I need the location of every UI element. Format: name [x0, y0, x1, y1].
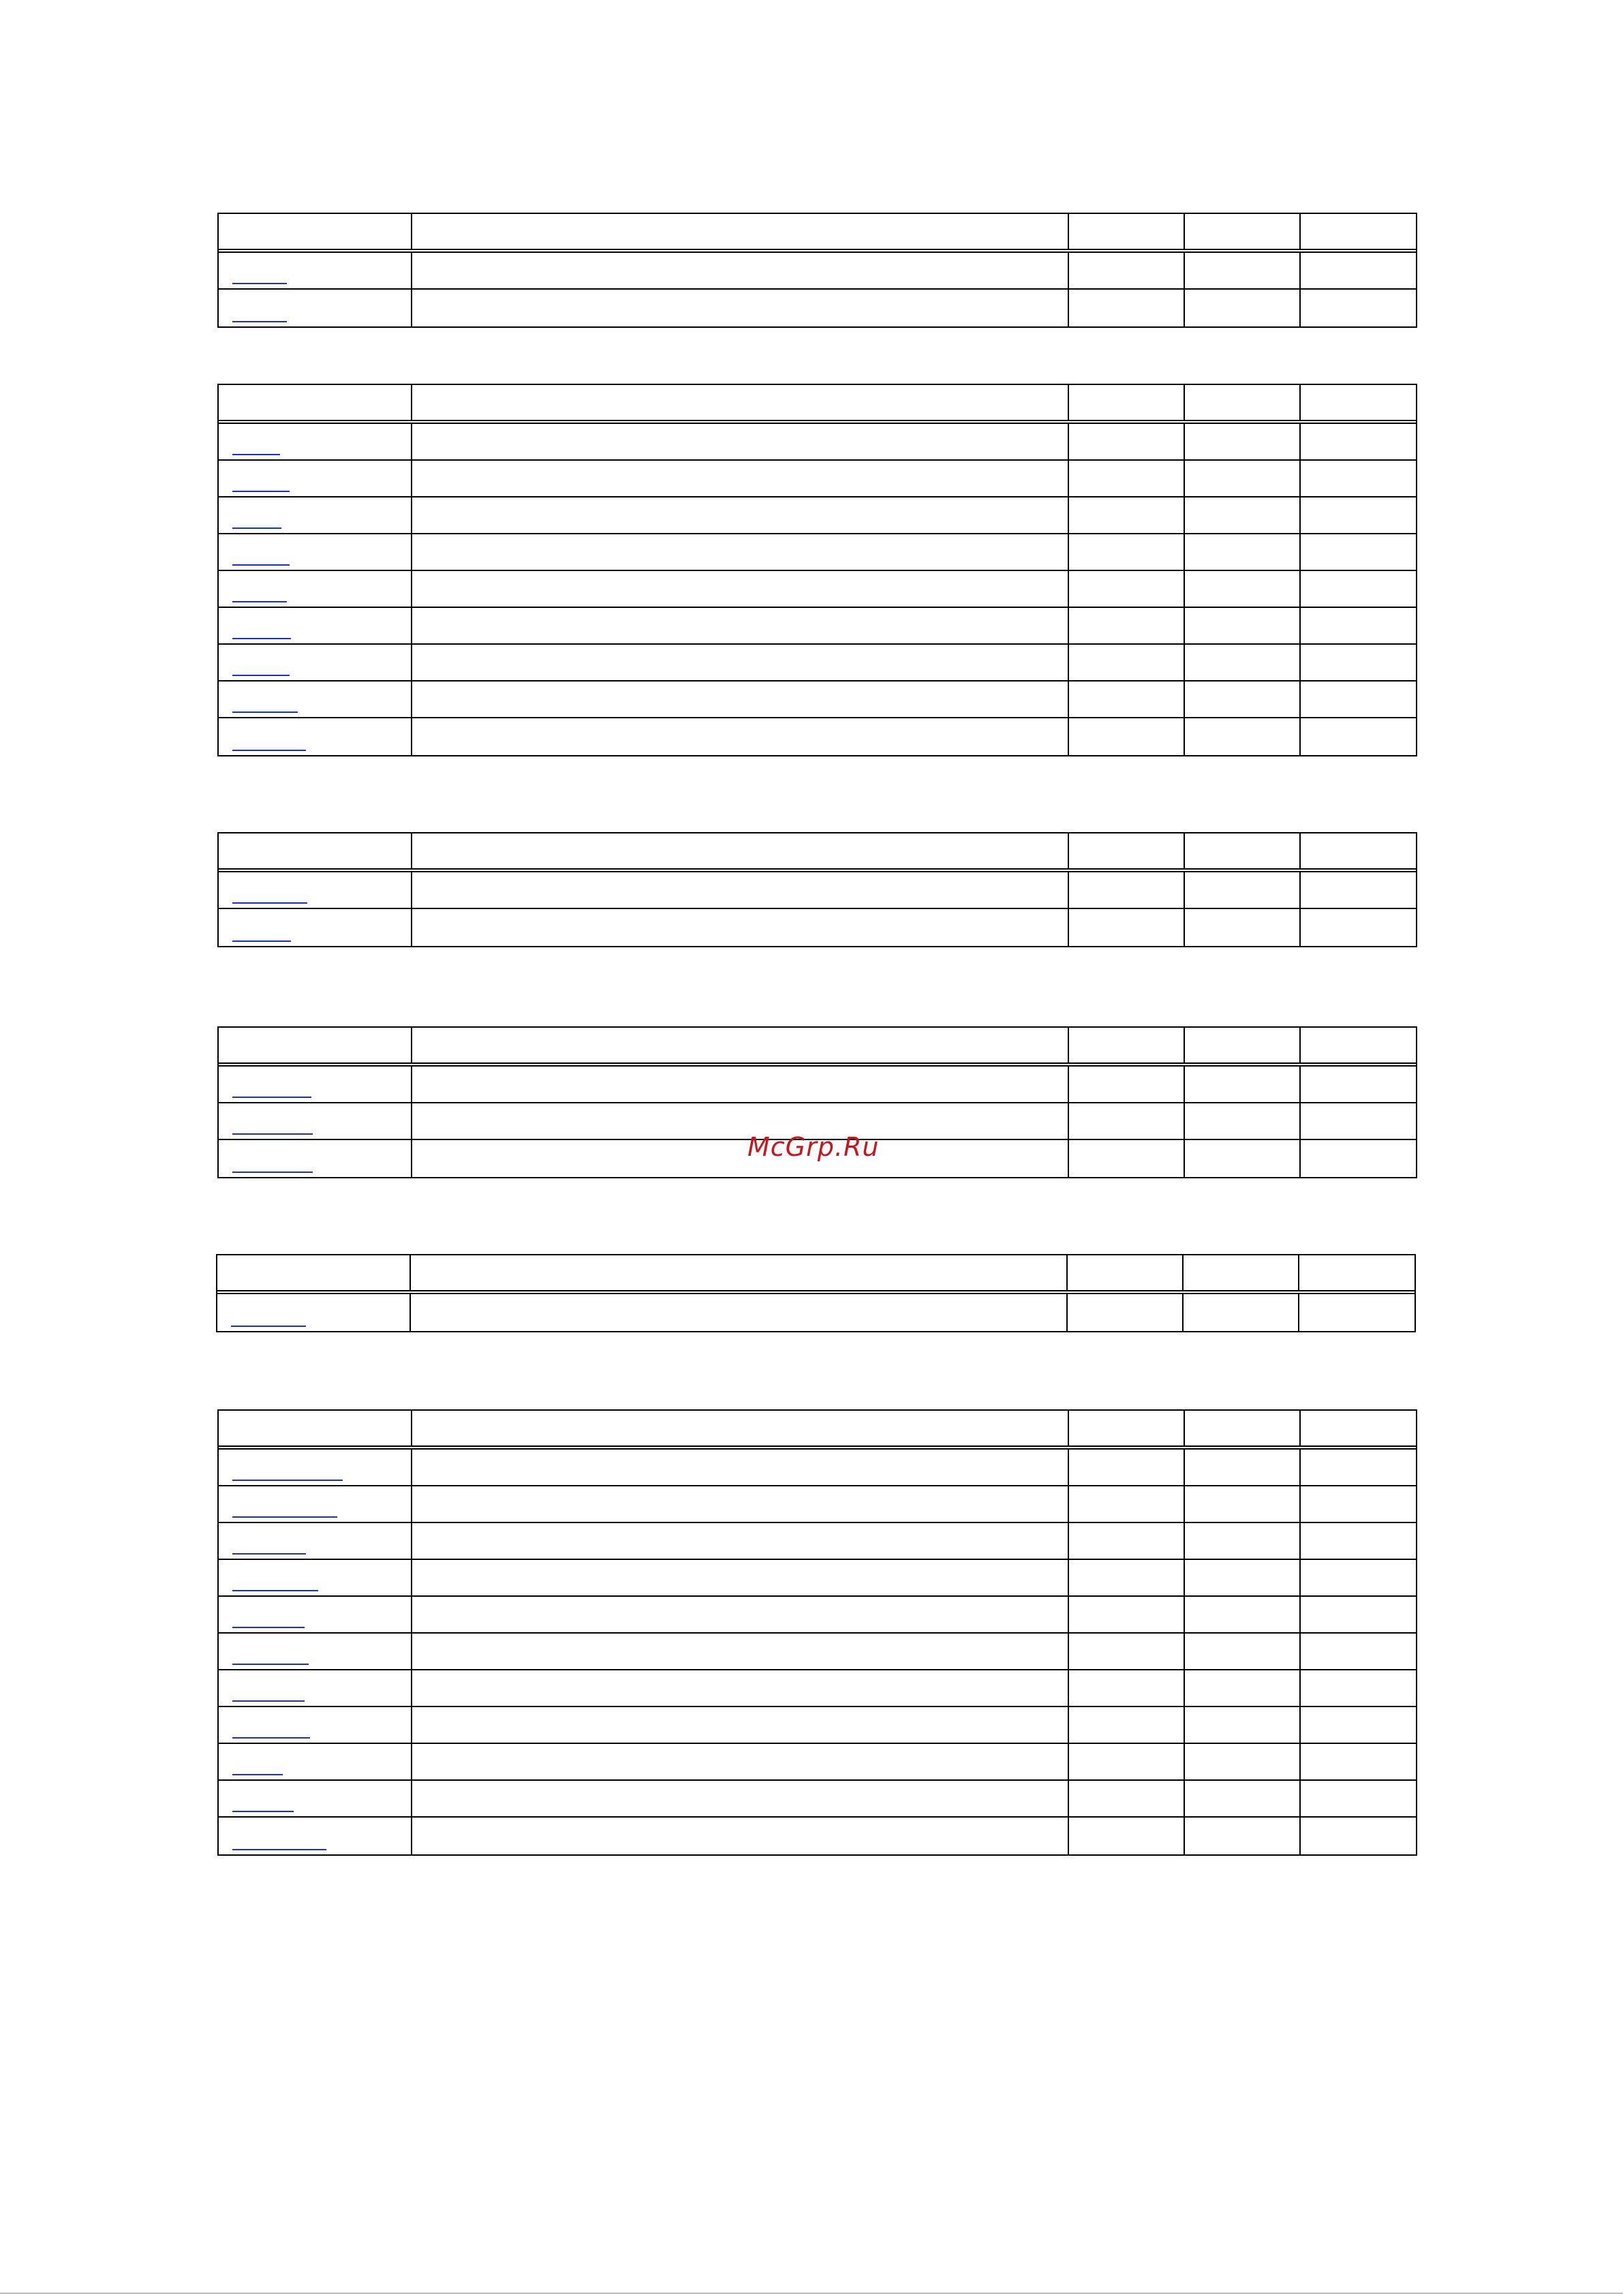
row-link[interactable] [232, 454, 280, 455]
row-link[interactable] [232, 1774, 283, 1775]
table-cell [1069, 571, 1185, 607]
table-cell [1069, 1560, 1185, 1595]
row-link[interactable] [232, 321, 287, 322]
row-link[interactable] [232, 1172, 313, 1173]
link-cell [219, 571, 412, 607]
table-row [219, 682, 1416, 718]
table-row [219, 290, 1416, 326]
row-link[interactable] [232, 638, 291, 639]
table-cell [1069, 645, 1185, 680]
table-cell [1301, 253, 1416, 288]
table-cell [1301, 1707, 1416, 1743]
table-header-row [219, 833, 1416, 872]
table-cell [1185, 571, 1301, 607]
table-cell [411, 1294, 1068, 1331]
table-cell [1301, 872, 1416, 908]
table-cell [1069, 1744, 1185, 1779]
table-cell [1069, 290, 1185, 326]
table-1 [217, 213, 1417, 328]
table-cell [412, 718, 1069, 755]
table-row [219, 872, 1416, 909]
table-cell [1301, 1818, 1416, 1854]
table-cell [1069, 424, 1185, 459]
link-cell [219, 909, 412, 946]
table-cell [1185, 461, 1301, 496]
row-link[interactable] [232, 1097, 311, 1098]
row-link[interactable] [232, 564, 290, 566]
table-row [219, 1781, 1416, 1818]
table-row [219, 1450, 1416, 1486]
table-cell [1185, 1781, 1301, 1816]
header-cell [1185, 1411, 1301, 1445]
table-cell [1185, 253, 1301, 288]
table-cell [412, 1140, 1069, 1177]
table-cell [412, 1103, 1069, 1139]
table-cell [1301, 1067, 1416, 1102]
table-cell [1301, 1486, 1416, 1522]
table-cell [1185, 1486, 1301, 1522]
header-cell [412, 214, 1069, 249]
table-row [219, 909, 1416, 946]
header-cell [217, 1255, 411, 1290]
table-row [219, 461, 1416, 498]
table-cell [412, 909, 1069, 946]
table-row [219, 1560, 1416, 1597]
table-cell [1185, 1560, 1301, 1595]
header-cell [1301, 833, 1416, 868]
table-cell [1069, 909, 1185, 946]
table-cell [412, 682, 1069, 717]
table-cell [412, 290, 1069, 326]
link-cell [219, 872, 412, 908]
table-5 [216, 1254, 1416, 1332]
header-cell [1069, 214, 1185, 249]
row-link[interactable] [232, 1553, 306, 1555]
table-row [219, 1634, 1416, 1670]
header-cell [1185, 214, 1301, 249]
table-row [219, 534, 1416, 571]
table-cell [1301, 1597, 1416, 1632]
header-cell [1185, 833, 1301, 868]
table-cell [412, 608, 1069, 643]
row-link[interactable] [232, 940, 291, 942]
header-cell [1301, 1411, 1416, 1445]
header-cell [1299, 1255, 1415, 1290]
table-cell [1301, 1670, 1416, 1706]
table-cell [412, 1781, 1069, 1816]
table-cell [1185, 682, 1301, 717]
table-row [217, 1294, 1415, 1331]
header-cell [1184, 1255, 1299, 1290]
table-header-row [219, 385, 1416, 424]
link-cell [219, 461, 412, 496]
table-cell [1301, 1781, 1416, 1816]
header-cell [411, 1255, 1068, 1290]
table-row [219, 1067, 1416, 1103]
link-cell [219, 290, 412, 326]
row-link[interactable] [232, 711, 298, 713]
table-cell [1068, 1294, 1184, 1331]
link-cell [219, 645, 412, 680]
table-row [219, 253, 1416, 290]
table-cell [412, 1560, 1069, 1595]
table-cell [1185, 1067, 1301, 1102]
table-row [219, 1744, 1416, 1781]
table-cell [1185, 1634, 1301, 1669]
table-cell [1069, 608, 1185, 643]
table-cell [412, 1067, 1069, 1102]
table-cell [1069, 1103, 1185, 1139]
link-cell [219, 1560, 412, 1595]
link-cell [219, 1486, 412, 1522]
header-cell [1069, 833, 1185, 868]
table-cell [1301, 608, 1416, 643]
table-row [219, 1818, 1416, 1854]
row-link[interactable] [232, 527, 281, 529]
row-link[interactable] [232, 1664, 309, 1665]
link-cell [219, 1634, 412, 1669]
watermark-text: McGrp.Ru [747, 1132, 880, 1162]
link-cell [219, 424, 412, 459]
header-cell [412, 833, 1069, 868]
table-cell [1069, 1670, 1185, 1706]
table-header-row [219, 1028, 1416, 1067]
table-cell [412, 1486, 1069, 1522]
table-cell [1301, 1103, 1416, 1139]
table-cell [1301, 1450, 1416, 1485]
row-link[interactable] [232, 902, 307, 904]
table-cell [1185, 718, 1301, 755]
table-cell [1185, 1140, 1301, 1177]
table-cell [412, 253, 1069, 288]
link-cell [219, 253, 412, 288]
table-cell [412, 1744, 1069, 1779]
table-cell [412, 1707, 1069, 1743]
table-cell [1299, 1294, 1415, 1331]
table-row [219, 424, 1416, 461]
table-row [219, 608, 1416, 645]
table-cell [1185, 424, 1301, 459]
row-link[interactable] [232, 1811, 294, 1812]
link-cell [219, 1140, 412, 1177]
header-cell [1069, 1028, 1185, 1062]
header-cell [1068, 1255, 1184, 1290]
header-cell [412, 385, 1069, 420]
table-cell [1185, 608, 1301, 643]
table-header-row [219, 214, 1416, 253]
table-cell [412, 1670, 1069, 1706]
table-cell [1301, 645, 1416, 680]
table-cell [1185, 1707, 1301, 1743]
table-cell [1069, 1486, 1185, 1522]
table-cell [1185, 1450, 1301, 1485]
table-cell [1185, 1744, 1301, 1779]
link-cell [219, 534, 412, 570]
link-cell [219, 1103, 412, 1139]
table-3 [217, 832, 1417, 947]
link-cell [219, 1597, 412, 1632]
table-cell [1185, 1670, 1301, 1706]
table-cell [1185, 909, 1301, 946]
link-cell [219, 1818, 412, 1854]
table-cell [1069, 1634, 1185, 1669]
table-header-row [219, 1411, 1416, 1450]
table-cell [1185, 1597, 1301, 1632]
table-cell [1069, 253, 1185, 288]
table-cell [412, 461, 1069, 496]
row-link[interactable] [232, 1480, 343, 1481]
link-cell [219, 1067, 412, 1102]
table-cell [1069, 534, 1185, 570]
table-cell [1301, 1634, 1416, 1669]
table-cell [1069, 1140, 1185, 1177]
header-cell [219, 385, 412, 420]
table-row [219, 1523, 1416, 1560]
link-cell [219, 1707, 412, 1743]
table-row [219, 1670, 1416, 1707]
table-cell [1069, 1597, 1185, 1632]
table-row [219, 1486, 1416, 1523]
row-link[interactable] [232, 491, 290, 492]
table-cell [412, 1634, 1069, 1669]
header-cell [1069, 385, 1185, 420]
table-cell [1069, 1523, 1185, 1559]
table-cell [412, 1523, 1069, 1559]
link-cell [217, 1294, 411, 1331]
table-cell [1069, 1781, 1185, 1816]
row-link[interactable] [232, 1700, 305, 1702]
table-cell [412, 571, 1069, 607]
table-cell [1185, 1103, 1301, 1139]
table-cell [1069, 1450, 1185, 1485]
table-cell [412, 1818, 1069, 1854]
table-row [219, 645, 1416, 682]
row-link[interactable] [232, 675, 290, 676]
table-row [219, 498, 1416, 534]
table-row [219, 1597, 1416, 1634]
table-cell [1301, 718, 1416, 755]
link-cell [219, 682, 412, 717]
table-row [219, 718, 1416, 755]
table-cell [1069, 872, 1185, 908]
header-cell [1185, 385, 1301, 420]
table-cell [1069, 461, 1185, 496]
link-cell [219, 1781, 412, 1816]
table-cell [1301, 909, 1416, 946]
table-cell [412, 424, 1069, 459]
row-link[interactable] [232, 1516, 337, 1518]
header-cell [412, 1411, 1069, 1445]
row-link[interactable] [232, 601, 287, 602]
table-cell [1069, 498, 1185, 533]
header-cell [1301, 1028, 1416, 1062]
table-cell [1185, 534, 1301, 570]
link-cell [219, 1450, 412, 1485]
table-2 [217, 384, 1417, 756]
header-cell [1185, 1028, 1301, 1062]
table-cell [1185, 872, 1301, 908]
table-cell [1301, 424, 1416, 459]
table-cell [1185, 645, 1301, 680]
table-cell [412, 1597, 1069, 1632]
row-link[interactable] [232, 1133, 313, 1135]
row-link[interactable] [232, 1627, 305, 1628]
table-cell [1184, 1294, 1299, 1331]
bottom-divider [0, 2293, 1623, 2294]
table-cell [1185, 1523, 1301, 1559]
table-cell [1301, 1744, 1416, 1779]
table-row [219, 571, 1416, 608]
table-row [219, 1707, 1416, 1744]
table-cell [1301, 534, 1416, 570]
table-cell [1069, 1707, 1185, 1743]
table-cell [412, 645, 1069, 680]
table-cell [1301, 498, 1416, 533]
link-cell [219, 1744, 412, 1779]
row-link[interactable] [232, 750, 306, 751]
link-cell [219, 718, 412, 755]
table-cell [1069, 1067, 1185, 1102]
table-cell [412, 872, 1069, 908]
row-link[interactable] [232, 283, 287, 284]
row-link[interactable] [231, 1326, 306, 1327]
table-cell [1301, 571, 1416, 607]
header-cell [1301, 214, 1416, 249]
table-cell [1069, 1818, 1185, 1854]
row-link[interactable] [232, 1737, 310, 1739]
table-header-row [217, 1255, 1415, 1294]
table-cell [1069, 718, 1185, 755]
link-cell [219, 498, 412, 533]
table-cell [1185, 1818, 1301, 1854]
table-cell [412, 534, 1069, 570]
table-cell [1301, 1523, 1416, 1559]
header-cell [1069, 1411, 1185, 1445]
table-cell [1185, 290, 1301, 326]
table-cell [1069, 682, 1185, 717]
row-link[interactable] [232, 1590, 318, 1591]
table-cell [1301, 1140, 1416, 1177]
link-cell [219, 608, 412, 643]
table-cell [1301, 461, 1416, 496]
table-6 [217, 1409, 1417, 1856]
table-cell [1301, 290, 1416, 326]
table-cell [412, 1450, 1069, 1485]
header-cell [219, 214, 412, 249]
table-cell [1301, 682, 1416, 717]
header-cell [219, 1411, 412, 1445]
header-cell [412, 1028, 1069, 1062]
table-cell [412, 498, 1069, 533]
row-link[interactable] [232, 1849, 326, 1850]
table-cell [1301, 1560, 1416, 1595]
header-cell [1301, 385, 1416, 420]
header-cell [219, 833, 412, 868]
link-cell [219, 1670, 412, 1706]
table-cell [1185, 498, 1301, 533]
link-cell [219, 1523, 412, 1559]
header-cell [219, 1028, 412, 1062]
